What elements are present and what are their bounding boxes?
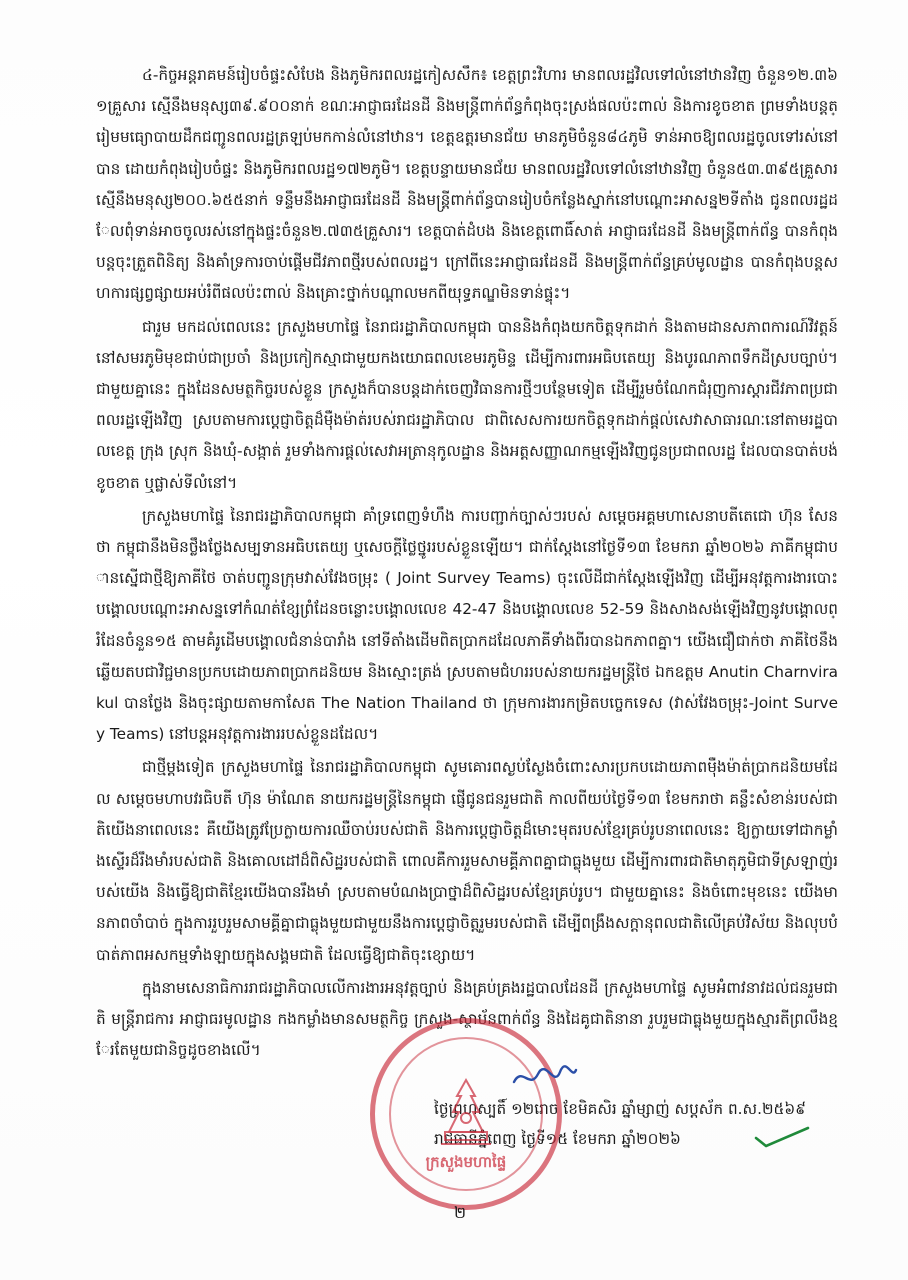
seal-emblem-icon (431, 1074, 501, 1154)
document-body (96, 60, 838, 1069)
paragraph-intervention: ៤-កិច្ចអន្តរាគមន៍រៀបចំផ្ទះសំបែង និងភូមិករពលរដ្ឋកៀសសឹក៖ ខេត្តព្រះវិហារ មានពលរដ្ឋវិលទៅលំនៅឋានវិញ ចំនួន១២.៣៦១គ្រួសារ ស្មើនឹងមនុស្ស៣៩.៩០០នាក់ ខណៈអាជ្ញាធរដែនដី និងមន្ត្រីពាក់ព័ន្ធកំពុងចុះស្រង់ផលប៉ះពាល់ និងការខូចខាត ព្រមទាំងបន្តត្រៀមមធ្យោបាយដឹកជញ្ជូនពលរដ្ឋត្រឡប់មកកាន់លំនៅឋាន។ ខេត្តឧត្តរមានជ័យ មានភូមិចំនួន៨៤ភូមិ ទាន់អាចឱ្យពលរដ្ឋចូលទៅរស់នៅបាន ដោយកំពុងរៀបចំផ្ទះ និងភូមិករពលរដ្ឋ១៧២ភូមិ។ ខេត្តបន្ទាយមានជ័យ មានពលរដ្ឋវិលទៅលំនៅឋានវិញ ចំនួន៥៣.៣៩៥គ្រួសារ ស្មើនឹងមនុស្ស២០០.៦៥៥នាក់ ទន្ទឹមនឹងអាជ្ញាធរដែនដី និងមន្ត្រីពាក់ព័ន្ធបានរៀបចំកន្លែងស្នាក់នៅបណ្ដោះអាសន្ន២ទីតាំង ជូនពលរដ្ឋដែលពុំទាន់អាចចូលរស់នៅក្នុងផ្ទះចំនួន២.៧៣៥គ្រួសារ។ ខេត្តបាត់ដំបង និងខេត្តពោធិ៍សាត់ អាជ្ញាធរដែនដី និងមន្ត្រីពាក់ព័ន្ធ បានកំពុងបន្តចុះត្រួតពិនិត្យ និងគាំទ្រការចាប់ផ្ដើមជីវភាពថ្មីរបស់ពលរដ្ឋ។ ក្រៅពីនេះអាជ្ញាធរដែនដី និងមន្ត្រីពាក់ព័ន្ធគ្រប់មូលដ្ឋាន បានកំពុងបន្តសហការផ្សព្វផ្សាយអប់រំពីផលប៉ះពាល់ និងគ្រោះថ្នាក់បណ្ដាលមកពីយុទ្ធភណ្ឌមិនទាន់ផ្ទុះ។ (96, 66, 838, 303)
date-gregorian: រាជធានីភ្នំពេញ ថ្ងៃទី១៥ ខែមករា ឆ្នាំ២០២៦ (434, 1130, 681, 1148)
paragraph-ministry-support: ក្រសួងមហាផ្ទៃ នៃរាជរដ្ឋាភិបាលកម្ពុជា គាំទ្រពេញទំហឹង ការបញ្ជាក់ច្បាស់ៗរបស់ សម្ដេចអគ្គមហាសេនាបតីតេជោ ហ៊ុន សែន ថា កម្ពុជានឹងមិនថ្លឹងថ្លែងសម្បទានអធិបតេយ្យ ឬសេចក្ដីថ្លៃថ្នូររបស់ខ្លួនឡើយ។ ជាក់ស្ដែងនៅថ្ងៃទី១៣ ខែមករា ឆ្នាំ២០២៦ ភាគីកម្ពុជាបានស្នើជាថ្មីឱ្យភាគីថៃ ចាត់បញ្ជូនក្រុមវាស់វែងចម្រុះ ( Joint Survey Teams) ចុះលើដីជាក់ស្ដែងឡើងវិញ ដើម្បីអនុវត្តការងារបោះបង្គោលបណ្ដោះអាសន្នទៅកំណត់ខ្សែព្រំដែនចន្លោះបង្គោលលេខ 42-47 និងបង្គោលលេខ 52-59 និងសាងសង់ឡើងវិញនូវបង្គោលព្រំដែនចំនួន១៥ តាមគំរូដើមបង្គោលជំនាន់បារាំង នៅទីតាំងដើមពិតប្រាកដដែលភាគីទាំងពីរបានឯកភាពគ្នា។ យើងជឿជាក់ថា ភាគីថៃនឹងឆ្លើយតបជាវិជ្ជមានប្រកបដោយភាពប្រាកដនិយម និងស្មោះត្រង់ ស្របតាមជំហររបស់នាយករដ្ឋមន្ត្រីថៃ ឯកឧត្តម Anutin Charnvirakul បានថ្លែង និងចុះផ្សាយតាមកាសែត The Nation Thailand ថា ក្រុមការងារកម្រិតបច្ចេកទេស (វាស់វែងចម្រុះ-Joint Survey Teams) នៅបន្តអនុវត្តការងាររបស់ខ្លួនដដែល។ (96, 506, 838, 744)
paragraph-ministry-overview: ជារួម មកដល់ពេលនេះ ក្រសួងមហាផ្ទៃ នៃរាជរដ្ឋាភិបាលកម្ពុជា បាននិងកំពុងយកចិត្តទុកដាក់ និងតាមដានសភាពការណ៍វិវត្តន៍នៅសមរភូមិមុខជាប់ជាប្រចាំ និងប្រកៀកស្មាជាមួយកងយោធពលខេមរភូមិន្ទ ដើម្បីការពារអធិបតេយ្យ និងបូរណភាពទឹកដីស្របច្បាប់។ ជាមួយគ្នានេះ ក្នុងដែនសមត្ថកិច្ចរបស់ខ្លួន ក្រសួងក៏បានបន្តដាក់ចេញវិធានការថ្មីៗបន្ថែមទៀត ដើម្បីរួមចំណែកជំរុញការស្ដារជីវភាពប្រជាពលរដ្ឋឡើងវិញ ស្របតាមការប្ដេជ្ញាចិត្តដ៏មុឺងម៉ាត់របស់រាជរដ្ឋាភិបាល ជាពិសេសការយកចិត្តទុកដាក់ផ្ដល់សេវាសាធារណៈនៅតាមរដ្ឋបាលខេត្ត ក្រុង ស្រុក និងឃុំ-សង្កាត់ រួមទាំងការផ្ដល់សេវាអត្រានុកូលដ្ឋាន និងអត្តសញ្ញាណកម្មឡើងវិញជូនប្រជាពលរដ្ឋ ដែលបានបាត់បង់ ខូចខាត ឬផ្លាស់ទីលំនៅ។ (96, 317, 838, 492)
page-number: ២ (454, 1203, 467, 1222)
signature-scribble-icon (510, 1060, 580, 1096)
paragraph-national-unity: ជាថ្មីម្ដងទៀត ក្រសួងមហាផ្ទៃ នៃរាជរដ្ឋាភិបាលកម្ពុជា សូមគោរពស្ងប់ស្ងែងចំពោះសារប្រកបដោយភាពមុឺងម៉ាត់ប្រាកដនិយមដែល សម្ដេចមហាបវរធិបតី ហ៊ុន ម៉ាណែត នាយករដ្ឋមន្ត្រីនៃកម្ពុជា ផ្ញើជូនជនរួមជាតិ កាលពីយប់ថ្ងៃទី១៣ ខែមករាថា គន្លឹះសំខាន់របស់ជាតិយើងនាពេលនេះ គឺយើងត្រូវប្រែក្លាយការឈឺចាប់របស់ជាតិ និងការប្ដេជ្ញាចិត្តដ៏មោះមុតរបស់ខ្មែរគ្រប់រូបនាពេលនេះ ឱ្យក្លាយទៅជាកម្លាំងស្ទើរដ៏រឹងមាំរបស់ជាតិ និងគោលដៅដ៏ពិសិដ្ឋរបស់ជាតិ ពោលគឺការរួមសាមគ្គីភាពគ្នាជាធ្លុងមួយ ដើម្បីការពារជាតិមាតុភូមិជាទីស្រឡាញ់របស់យើង និងធ្វើឱ្យជាតិខ្មែរយើងបានរឹងមាំ ស្របតាមបំណងប្រាថ្នាដ៏ពិសិដ្ឋរបស់ខ្មែរគ្រប់រូប។ ជាមួយគ្នានេះ និងចំពោះមុខនេះ យើងមានភាពចាំបាច់ ក្នុងការរួបរួមសាមគ្គីគ្នាជាធ្លុងមួយជាមួយនឹងការប្ដេជ្ញាចិត្តរួមរបស់ជាតិ ដើម្បីពង្រឹងសក្ដានុពលជាតិលើគ្រប់វិស័យ និងលុបបំបាត់ភាពអសកម្មទាំងឡាយក្នុងសង្គមជាតិ ដែលធ្វើឱ្យជាតិចុះខ្សោយ។ (96, 758, 838, 964)
check-mark-icon (752, 1124, 812, 1150)
official-seal (370, 1018, 562, 1210)
date-lunar: ថ្ងៃព្រហស្បតិ៍ ១២រោច ខែមិគសិរ ឆ្នាំម្សាញ់ សប្តស័ក ព.ស.២៥៦៩ (434, 1100, 807, 1118)
seal-text: ក្រសួងមហាផ្ទៃ (425, 1153, 507, 1171)
paragraph-appeal: ក្នុងនាមសេនាធិការរាជរដ្ឋាភិបាលលើការងារអនុវត្តច្បាប់ និងគ្រប់គ្រងរដ្ឋបាលដែនដី ក្រសួងមហាផ្ទៃ សូមអំពាវនាវដល់ជនរួមជាតិ មន្ត្រីរាជការ អាជ្ញាធរមូលដ្ឋាន កងកម្លាំងមានសមត្ថកិច្ច ក្រសួង-ស្ថាប័នពាក់ព័ន្ធ និងដៃគូជាតិនានា រួបរួមជាធ្លុងមួយក្នុងស្មារតីព្រលឹងខ្មែរតែមួយជានិច្ចដូចខាងលើ។ (96, 978, 838, 1060)
